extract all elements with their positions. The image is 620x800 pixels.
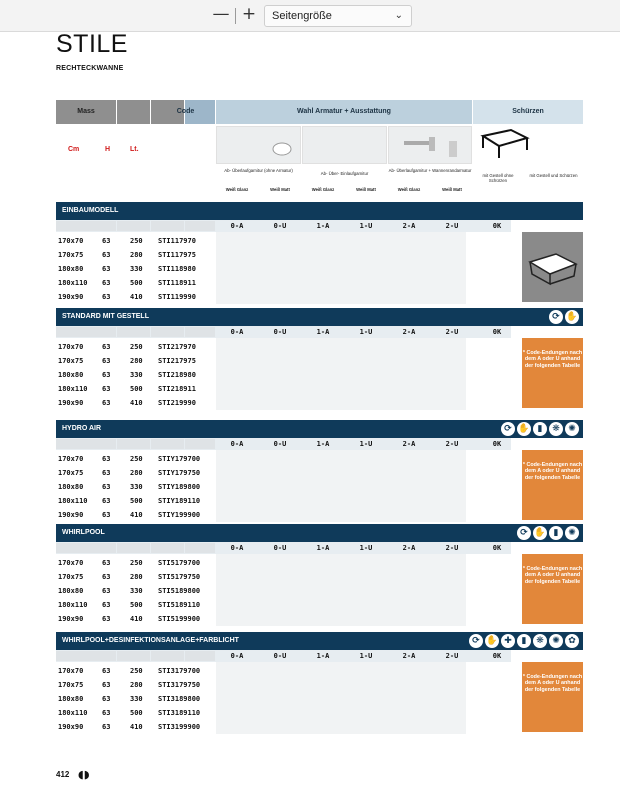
code-endings-note: * Code-Endungen nach dem A oder U anhand der folgenden Tabelle (522, 338, 583, 408)
feature-icons (469, 634, 579, 648)
table-row (56, 234, 511, 248)
row-volume: 330 (130, 695, 143, 703)
code-header-blank (117, 651, 150, 661)
code-header-blank (151, 221, 184, 231)
row-code: STI218980 (158, 371, 196, 379)
finish-2: Weiß Glanz (311, 187, 335, 192)
row-size: 180x110 (58, 385, 88, 393)
option-code: 0K (492, 652, 502, 660)
feature-icon-0: ⟳ (469, 634, 483, 648)
feature-icons (549, 310, 579, 324)
row-code: STIY179700 (158, 455, 201, 463)
option-code: 2-A (402, 652, 416, 660)
feature-icon-2: ✚ (501, 634, 515, 648)
option-code: 2-U (445, 652, 459, 660)
row-code: STI5199900 (158, 615, 201, 623)
option-code: 0-A (230, 440, 244, 448)
row-height: 63 (102, 667, 111, 675)
option-code: 0-U (273, 222, 287, 230)
code-header-blank (56, 327, 116, 337)
option-code: 2-U (445, 328, 459, 336)
table-row (56, 494, 511, 508)
option-code: 2-U (445, 222, 459, 230)
row-height: 63 (102, 709, 111, 717)
row-size: 180x110 (58, 497, 88, 505)
row-volume: 250 (130, 455, 143, 463)
option-code: 1-U (359, 652, 373, 660)
header-mass-h (117, 100, 150, 124)
row-volume: 280 (130, 469, 143, 477)
row-height: 63 (102, 469, 111, 477)
header-code: Code (176, 108, 195, 115)
row-height: 63 (102, 343, 111, 351)
row-volume: 330 (130, 483, 143, 491)
caption-4: mit Gestell und Schürzen (529, 173, 578, 178)
code-header-blank (151, 327, 184, 337)
row-volume: 280 (130, 681, 143, 689)
option-code: 0-A (230, 328, 244, 336)
row-code: STIY189110 (158, 497, 201, 505)
row-code: STI3189800 (158, 695, 201, 703)
finish-0: Weiß Glanz (225, 187, 249, 192)
unit-lt: Lt. (130, 146, 139, 153)
row-height: 63 (102, 237, 111, 245)
viewer-toolbar (0, 0, 620, 32)
table-row (56, 368, 511, 382)
section-title: EINBAUMODELL (56, 202, 583, 220)
option-code: 2-U (445, 544, 459, 552)
page-subtitle: RECHTECKWANNE (56, 65, 124, 72)
code-header-blank (117, 439, 150, 449)
row-height: 63 (102, 371, 111, 379)
row-size: 170x75 (58, 357, 84, 365)
row-size: 170x70 (58, 667, 84, 675)
table-row (56, 290, 511, 304)
code-header-blank (185, 221, 215, 231)
section-2 (56, 420, 583, 526)
table-row (56, 556, 511, 570)
option-code: 0-U (273, 440, 287, 448)
table-row (56, 248, 511, 262)
row-height: 63 (102, 399, 111, 407)
image-frame (473, 126, 583, 164)
row-size: 170x75 (58, 469, 84, 477)
zoom-in-button[interactable]: + (241, 4, 257, 24)
table-row (56, 262, 511, 276)
feature-icon-6: ✿ (565, 634, 579, 648)
section-title: WHIRLPOOL (56, 524, 583, 542)
feature-icon-4: ✺ (565, 422, 579, 436)
row-code: STI118980 (158, 265, 196, 273)
row-size: 190x90 (58, 615, 84, 623)
option-code: 1-U (359, 328, 373, 336)
section-title: STANDARD MIT GESTELL (56, 308, 583, 326)
option-code: 2-A (402, 544, 416, 552)
feature-icon-0: ⟳ (501, 422, 515, 436)
row-code: STI3199900 (158, 723, 201, 731)
header-mass: Mass (56, 100, 116, 124)
row-code: STI219990 (158, 399, 196, 407)
code-endings-note: * Code-Endungen nach dem A oder U anhand der folgenden Tabelle (522, 554, 583, 624)
code-header-blank (151, 543, 184, 553)
option-code: 2-U (445, 440, 459, 448)
row-size: 190x90 (58, 399, 84, 407)
table-row (56, 508, 511, 522)
option-code: 1-A (316, 328, 330, 336)
row-volume: 250 (130, 237, 143, 245)
feature-icon-1: ✋ (486, 636, 498, 646)
row-code: STI117970 (158, 237, 196, 245)
row-height: 63 (102, 601, 111, 609)
code-header-row (56, 542, 511, 554)
section-1 (56, 308, 583, 414)
zoom-select[interactable] (264, 5, 412, 27)
toolbar-separator (235, 8, 236, 24)
feature-icons (501, 422, 579, 436)
row-size: 170x70 (58, 343, 84, 351)
row-code: STI5179700 (158, 559, 201, 567)
row-code: STIY179750 (158, 469, 201, 477)
row-code: STI118911 (158, 279, 196, 287)
section-0 (56, 202, 583, 308)
row-height: 63 (102, 573, 111, 581)
caption-3: mit Gestell ohne Schürzen (482, 173, 514, 183)
zoom-select-value: Seitengröße (272, 10, 332, 22)
option-code: 0K (492, 222, 502, 230)
row-size: 180x80 (58, 265, 84, 273)
row-code: STIY189800 (158, 483, 201, 491)
row-size: 180x80 (58, 483, 84, 491)
code-header-blank (151, 439, 184, 449)
table-row (56, 612, 511, 626)
table-row (56, 584, 511, 598)
code-header-blank (56, 651, 116, 661)
row-height: 63 (102, 385, 111, 393)
option-code: 1-U (359, 222, 373, 230)
row-height: 63 (102, 681, 111, 689)
row-volume: 280 (130, 357, 143, 365)
row-size: 180x80 (58, 587, 84, 595)
row-volume: 500 (130, 279, 143, 287)
row-volume: 410 (130, 293, 143, 301)
row-height: 63 (102, 293, 111, 301)
section-4 (56, 632, 583, 738)
row-size: 170x70 (58, 455, 84, 463)
row-height: 63 (102, 357, 111, 365)
row-code: STI217970 (158, 343, 196, 351)
row-height: 63 (102, 483, 111, 491)
code-header-blank (117, 327, 150, 337)
row-volume: 280 (130, 251, 143, 259)
unit-cm: Cm (68, 146, 80, 153)
row-height: 63 (102, 511, 111, 519)
feature-icon-0: ⟳ (549, 310, 563, 324)
code-header-blank (117, 221, 150, 231)
table-row (56, 706, 511, 720)
row-volume: 330 (130, 265, 143, 273)
option-code: 1-U (359, 544, 373, 552)
row-volume: 500 (130, 709, 143, 717)
row-size: 170x75 (58, 573, 84, 581)
row-height: 63 (102, 265, 111, 273)
option-code: 2-A (402, 222, 416, 230)
feature-icon-1: ✋ (534, 528, 546, 538)
option-code: 1-A (316, 440, 330, 448)
code-header-blank (185, 543, 215, 553)
faucet-icon (389, 127, 473, 165)
option-code: 0K (492, 328, 502, 336)
option-code: 1-A (316, 222, 330, 230)
row-height: 63 (102, 279, 111, 287)
table-row (56, 396, 511, 410)
table-row (56, 692, 511, 706)
page-title: STILE (56, 30, 128, 58)
row-size: 190x90 (58, 511, 84, 519)
code-header-row (56, 438, 511, 450)
row-volume: 410 (130, 615, 143, 623)
option-code: 0-U (273, 328, 287, 336)
row-code: STI3179750 (158, 681, 201, 689)
row-volume: 250 (130, 343, 143, 351)
row-volume: 410 (130, 511, 143, 519)
row-code: STI217975 (158, 357, 196, 365)
finish-4: Weiß Glanz (397, 187, 421, 192)
row-size: 170x75 (58, 251, 84, 259)
code-header-blank (151, 651, 184, 661)
section-title: WHIRLPOOL+DESINFEKTIONSANLAGE+FARBLICHT (56, 632, 583, 650)
feature-icon-0: ⟳ (517, 526, 531, 540)
row-size: 190x90 (58, 723, 84, 731)
row-code: STI218911 (158, 385, 196, 393)
row-height: 63 (102, 251, 111, 259)
finish-5: Weiß Matt (442, 187, 462, 192)
row-code: STI119990 (158, 293, 196, 301)
code-header-blank (117, 543, 150, 553)
code-endings-note: * Code-Endungen nach dem A oder U anhand der folgenden Tabelle (522, 662, 583, 732)
image-faucet (388, 126, 472, 164)
table-row (56, 382, 511, 396)
row-volume: 330 (130, 587, 143, 595)
row-height: 63 (102, 587, 111, 595)
feature-icon-3: ❋ (549, 422, 563, 436)
bathtub-icon (522, 232, 583, 302)
row-volume: 500 (130, 497, 143, 505)
code-header-row (56, 326, 511, 338)
row-code: STI5189110 (158, 601, 201, 609)
table-row (56, 340, 511, 354)
feature-icon-4: ❋ (533, 634, 547, 648)
finish-3: Weiß Matt (356, 187, 376, 192)
option-code: 0-A (230, 652, 244, 660)
row-volume: 280 (130, 573, 143, 581)
feature-icon-2: ▮ (549, 526, 563, 540)
option-code: 0-A (230, 544, 244, 552)
chevron-down-icon: ⌄ (394, 10, 403, 21)
table-row (56, 276, 511, 290)
row-size: 180x110 (58, 601, 88, 609)
option-code: 1-A (316, 652, 330, 660)
table-row (56, 452, 511, 466)
code-header-row (56, 650, 511, 662)
table-row (56, 664, 511, 678)
table-row (56, 720, 511, 734)
row-code: STI3179700 (158, 667, 201, 675)
image-drain-plug (216, 126, 301, 164)
drain-plug-icon (217, 127, 302, 165)
row-code: STI5189800 (158, 587, 201, 595)
bathtub-image (522, 232, 583, 302)
row-volume: 330 (130, 371, 143, 379)
table-row (56, 466, 511, 480)
feature-icon-1: ✋ (518, 424, 530, 434)
zoom-out-button[interactable]: — (212, 4, 230, 24)
option-code: 2-A (402, 440, 416, 448)
row-height: 63 (102, 455, 111, 463)
row-size: 180x80 (58, 695, 84, 703)
code-endings-note: * Code-Endungen nach dem A oder U anhand der folgenden Tabelle (522, 450, 583, 520)
row-size: 180x80 (58, 371, 84, 379)
section-3 (56, 524, 583, 630)
table-row (56, 598, 511, 612)
row-code: STI5179750 (158, 573, 201, 581)
finish-1: Weiß Matt (270, 187, 290, 192)
code-header-blank (56, 543, 116, 553)
row-volume: 500 (130, 385, 143, 393)
code-header-blank (185, 439, 215, 449)
code-header-blank (185, 651, 215, 661)
header-schuerzen: Schürzen (473, 100, 583, 124)
row-height: 63 (102, 497, 111, 505)
caption-0: Ab- Überlaufgarnitur (ohne Armatur) (224, 168, 293, 173)
option-code: 1-U (359, 440, 373, 448)
row-code: STI117975 (158, 251, 196, 259)
row-height: 63 (102, 615, 111, 623)
code-header-row (56, 220, 511, 232)
header-wahl: Wahl Armatur + Ausstattung (216, 100, 472, 124)
row-size: 170x70 (58, 559, 84, 567)
option-code: 0-U (273, 652, 287, 660)
row-volume: 250 (130, 667, 143, 675)
unit-h: H (105, 146, 111, 153)
option-code: 0-U (273, 544, 287, 552)
row-size: 180x110 (58, 709, 88, 717)
code-header-blank (185, 327, 215, 337)
bath-frame-icon (475, 126, 535, 164)
page-number: 412 (56, 770, 70, 779)
section-title: HYDRO AIR (56, 420, 583, 438)
row-size: 170x70 (58, 237, 84, 245)
row-volume: 410 (130, 399, 143, 407)
row-volume: 410 (130, 723, 143, 731)
table-row (56, 678, 511, 692)
feature-icon-2: ▮ (533, 422, 547, 436)
option-code: 0K (492, 544, 502, 552)
option-code: 1-A (316, 544, 330, 552)
caption-1: Ab- Über- Einlaufgarnitur (320, 171, 369, 176)
feature-icon-3: ✺ (565, 526, 579, 540)
code-header-blank (56, 221, 116, 231)
feature-icon-1: ✋ (566, 312, 578, 322)
table-row (56, 354, 511, 368)
brand-logo: ◖◗ (78, 768, 90, 781)
row-height: 63 (102, 723, 111, 731)
option-code: 2-A (402, 328, 416, 336)
row-volume: 250 (130, 559, 143, 567)
option-code: 0K (492, 440, 502, 448)
table-row (56, 480, 511, 494)
row-volume: 500 (130, 601, 143, 609)
code-header-blank (56, 439, 116, 449)
table-row (56, 570, 511, 584)
row-size: 190x90 (58, 293, 84, 301)
row-size: 180x110 (58, 279, 88, 287)
feature-icons (517, 526, 579, 540)
row-code: STIY199900 (158, 511, 201, 519)
row-size: 170x75 (58, 681, 84, 689)
option-code: 0-A (230, 222, 244, 230)
feature-icon-5: ✺ (549, 634, 563, 648)
caption-2: Ab- Überlaufgarnitur + Wannenrandarmatur (388, 168, 472, 173)
row-height: 63 (102, 695, 111, 703)
row-height: 63 (102, 559, 111, 567)
image-filler (302, 126, 387, 164)
row-code: STI3189110 (158, 709, 201, 717)
feature-icon-3: ▮ (517, 634, 531, 648)
